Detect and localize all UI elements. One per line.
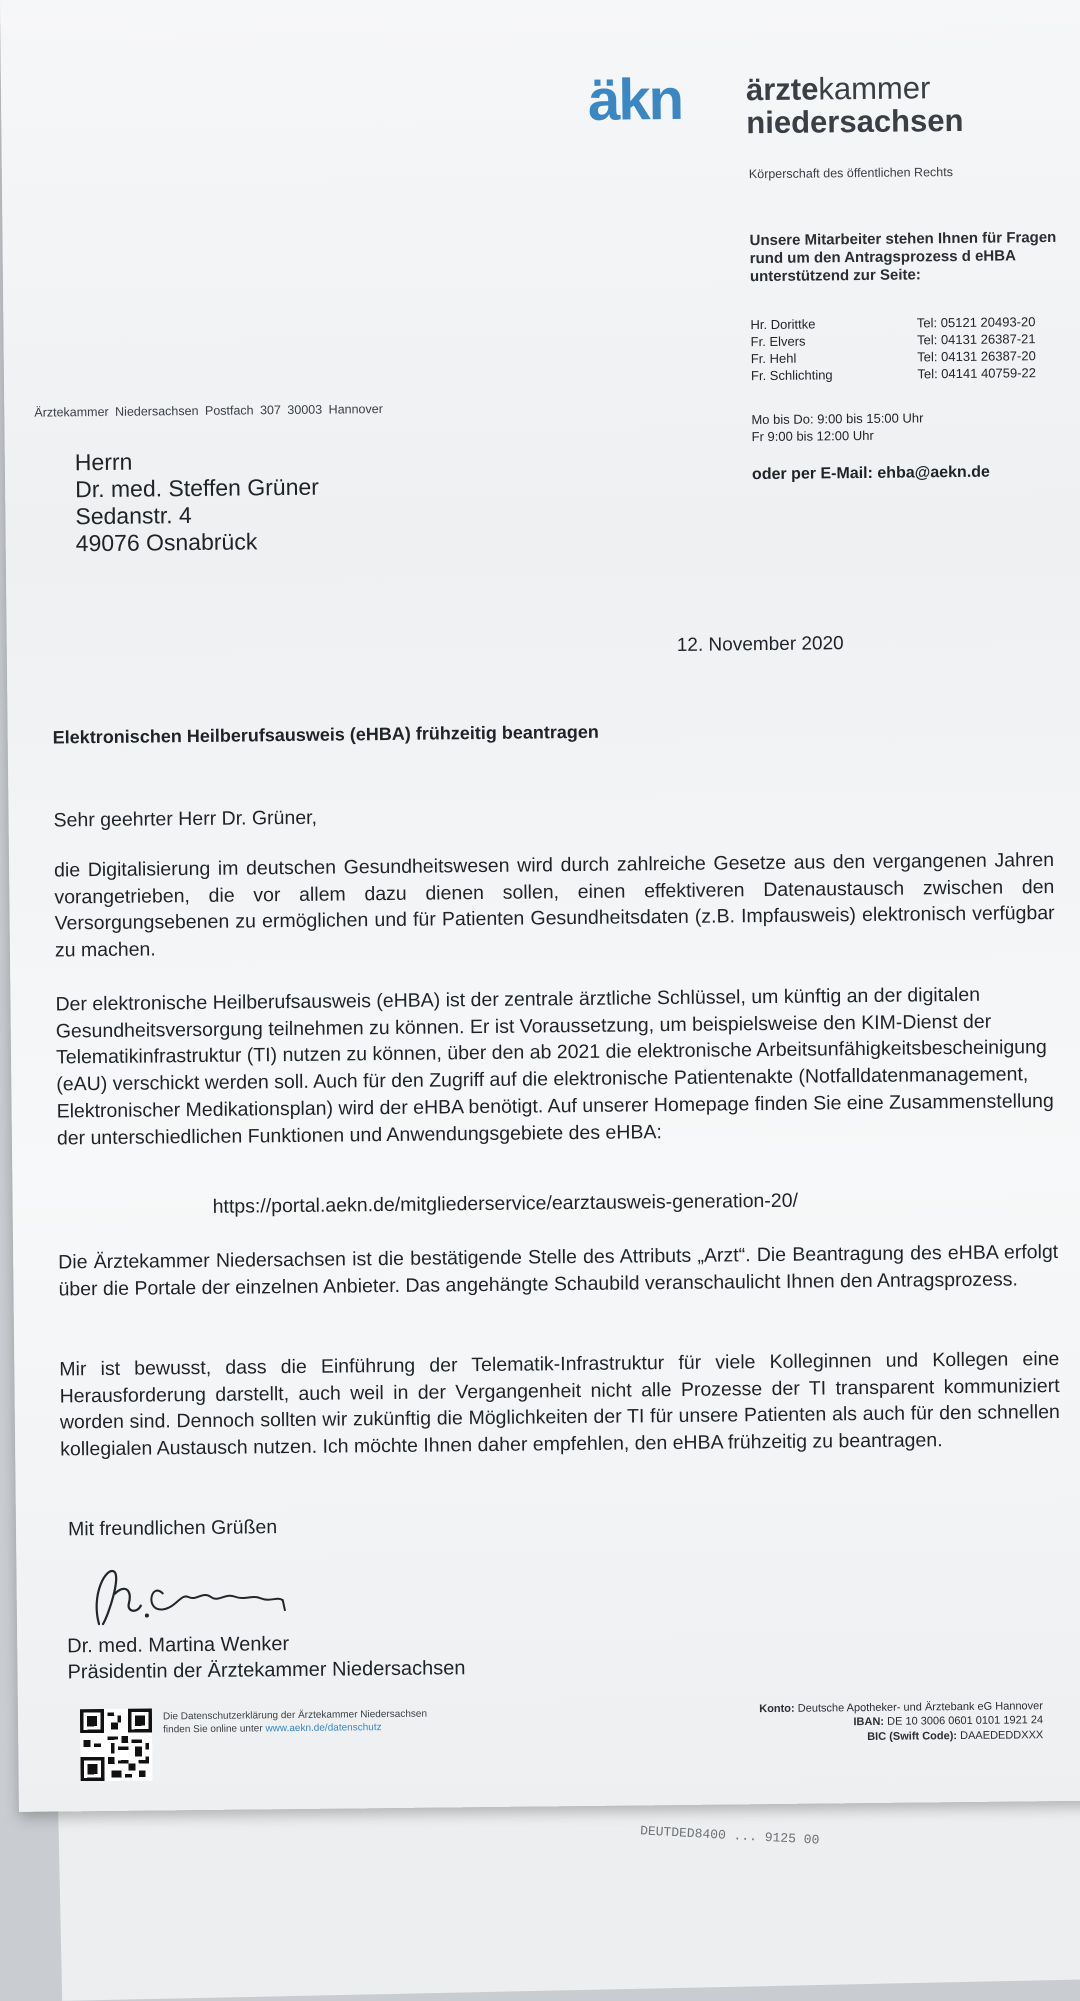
- contact-intro: Unsere Mitarbeiter stehen Ihnen für Fragen rund um den Antragsprozess d eHBA unterstützend zur Seite:: [749, 228, 1057, 286]
- bank-label: Konto:: [759, 1702, 795, 1716]
- aekn-logo-name: [746, 72, 964, 139]
- closing-line: Mit freundlichen Grüßen: [67, 1516, 278, 1541]
- office-hours-weekdays: Mo bis Do: 9:00 bis 15:00 Uhr: [751, 410, 924, 428]
- office-hours: [751, 410, 923, 446]
- contact-name: Hr. Dorittke: [750, 316, 816, 333]
- bank-name: Deutsche Apotheker- und Ärztebank eG Hannover: [797, 1700, 1043, 1715]
- recipient-line: Dr. med. Steffen Grüner: [74, 473, 320, 503]
- signer-title: Präsidentin der Ärztekammer Niedersachsen: [67, 1657, 466, 1684]
- contact-name: Fr. Elvers: [750, 333, 806, 350]
- bank-bic: [688, 1728, 1043, 1746]
- homepage-url: https://portal.aekn.de/mitgliederservice/earztausweis-generation-20/: [212, 1189, 799, 1218]
- iban-label: IBAN:: [853, 1716, 885, 1729]
- iban-value: DE 10 3006 0601 0101 1921 24: [887, 1714, 1044, 1729]
- privacy-text: [163, 1721, 427, 1737]
- body-paragraph-4: Mir ist bewusst, dass die Einführung der Telematik-Infrastruktur für viele Kolleginnen und Kollegen eine Herausforderung darstellt, auch weil in der Vergangenheit nicht alle Prozesse der TI transparent kommuniziert worden sind. Dennoch sollten wir zukünftig die Möglichkeiten der TI für unsere Patienten als auch für den schnellen kollegialen Austausch nutzen. Ich möchte Ihnen daher empfehlen, den eHBA frühzeitig zu beantragen.: [59, 1347, 1060, 1461]
- privacy-link[interactable]: www.aekn.de/datenschutz: [265, 1722, 382, 1735]
- contact-phone: Tel: 05121 20493-20: [916, 314, 1036, 331]
- qr-code-icon: [80, 1709, 153, 1782]
- contact-name: Fr. Schlichting: [750, 366, 833, 383]
- salutation: Sehr geehrter Herr Dr. Grüner,: [53, 806, 318, 832]
- letter-subject: Elektronischen Heilberufsausweis (eHBA) frühzeitig beantragen: [52, 721, 599, 748]
- contact-phone: Tel: 04131 26387-20: [917, 347, 1036, 365]
- aekn-logo-mark: äkn: [587, 66, 683, 133]
- office-hours-friday: Fr 9:00 bis 12:00 Uhr: [751, 427, 874, 445]
- contact-phone: Tel: 04141 40759-22: [917, 364, 1037, 382]
- signer-name: Dr. med. Martina Wenker: [67, 1633, 290, 1658]
- handwritten-signature: [84, 1552, 305, 1634]
- contact-list: [750, 314, 1080, 385]
- contact-email: oder per E-Mail: ehba@aekn.de: [751, 463, 990, 484]
- body-paragraph-2: Der elektronische Heilberufsausweis (eHBA) ist der zentrale ärztliche Schlüssel, um künftig an der digitalen Gesundheitsversorgung teilnehmen zu können. Er ist Voraussetzung, um beispielsweise den KIM-Dienst der Telematikinfrastruktur (TI) nutzen zu können, über den ab 2021 die elektronische Arbeitsunfähigkeitsbescheinigung (eAU) verschickt werden soll. Auch für den Zugriff auf die elektronische Patientenakte (Notfalldatenmanagement, Elektronischer Medikationsplan) wird der eHBA benötigt. Auf unserer Homepage finden Sie eine Zusammenstellung der unterschiedlichen Funktionen und Anwendungsgebiete des eHBA:: [55, 983, 1054, 1149]
- logo-word-aerzte: ärzte: [745, 71, 819, 108]
- signer-block: [67, 1629, 465, 1685]
- recipient-line: 49076 Osnabrück: [75, 528, 258, 557]
- sender-line: Ärztekammer Niedersachsen Postfach 307 30003 Hannover: [34, 402, 383, 420]
- privacy-prefix: finden Sie online unter: [163, 1723, 263, 1736]
- bic-label: BIC (Swift Code):: [867, 1729, 958, 1743]
- bic-value: DAAEDEDDXXX: [960, 1728, 1044, 1742]
- contact-name: Fr. Hehl: [750, 350, 797, 366]
- privacy-text: Die Datenschutzerklärung der Ärztekammer Niedersachsen: [162, 1708, 428, 1723]
- contact-phone: Tel: 04131 26387-21: [916, 331, 1036, 348]
- body-paragraph-1: die Digitalisierung im deutschen Gesundheitswesen wird durch zahlreiche Gesetze aus den vergangenen Jahren vorangetrieben, die vor allem dazu dienen sollen, einen effektiveren Datenaustausch zwischen den Versorgungsebenen zu ermöglichen und für Patienten Gesundheitsdaten (z.B. Impfausweis) elektronisch verfügbar zu machen.: [54, 849, 1055, 962]
- logo-word-kammer: kammer: [818, 70, 931, 107]
- logo-word-niedersachsen: niedersachsen: [746, 102, 964, 140]
- recipient-line: Sedanstr. 4: [75, 502, 192, 530]
- recipient-line: Herrn: [74, 448, 133, 476]
- letter-date: 12. November 2020: [676, 633, 844, 656]
- body-paragraph-3: Die Ärztekammer Niedersachsen ist die bestätigende Stelle des Attributs „Arzt“. Die Beantragung des eHBA erfolgt über die Portale der einzelnen Anbieter. Das angehängte Schaubild veranschaulicht Ihnen den Antragsprozess.: [58, 1240, 1059, 1301]
- bank-details: [688, 1699, 1043, 1746]
- recipient-address: [75, 447, 320, 558]
- contact-row: [751, 365, 1036, 385]
- underlying-sheet: [58, 1779, 1080, 2001]
- logo-subtitle: Körperschaft des öffentlichen Rechts: [748, 165, 953, 182]
- underlying-sheet-text: DEUTDED8400 ... 9125 00: [639, 1823, 820, 1848]
- privacy-notice: [163, 1708, 427, 1737]
